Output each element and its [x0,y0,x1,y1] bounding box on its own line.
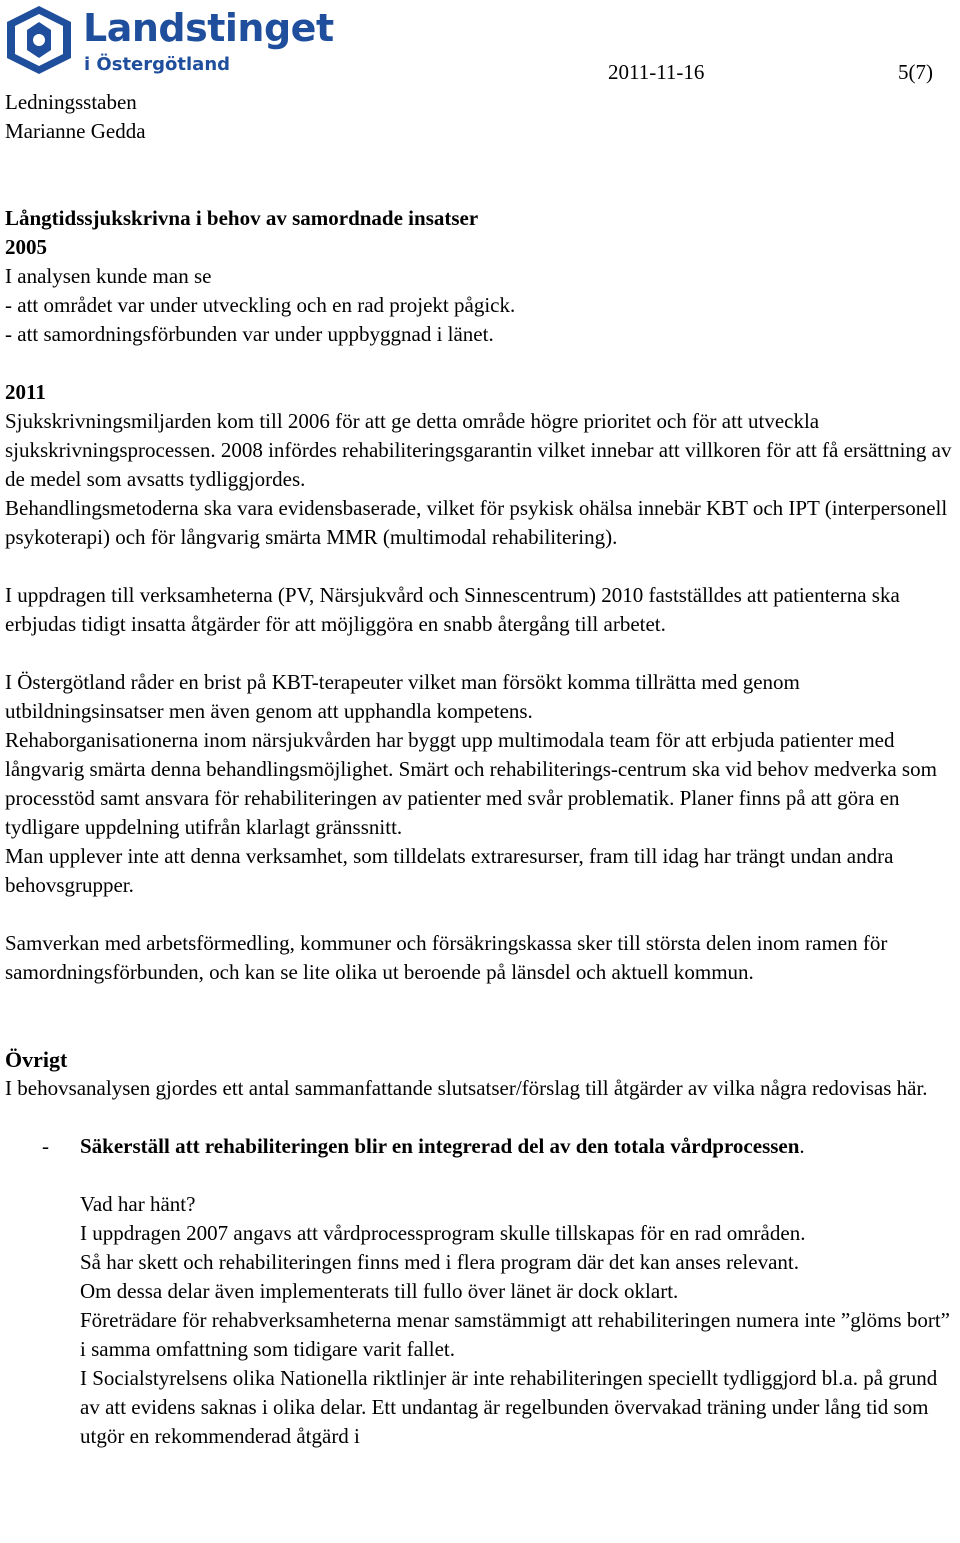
paragraph: I uppdragen till verksamheterna (PV, Närsjukvård och Sinnescentrum) 2010 fastställdes att patienterna ska erbjudas tidigt insatta åtgärder för att möjliggöra en snabb återgång till arbetet. [5,583,900,636]
document-date: 2011-11-16 [608,60,705,84]
paragraph: I uppdragen 2007 angavs att vårdprocessprogram skulle tillskapas för en rad områden. [80,1221,806,1245]
paragraph: Om dessa delar även implementerats till fullo över länet är dock oklart. [80,1279,679,1303]
section-title: Långtidssjukskrivna i behov av samordnade insatser [5,206,479,230]
list-item: - att samordningsförbunden var under uppbyggnad i länet. [5,322,494,346]
logo-subtitle: i Östergötland [84,54,231,75]
logo-emblem-icon [3,4,75,76]
bullet-dash: - [42,1134,49,1158]
question: Vad har hänt? [80,1192,196,1216]
logo-name: Landstinget [83,6,334,50]
landstinget-logo [3,2,334,78]
section-year: 2011 [5,380,46,404]
bullet-period: . [799,1134,805,1158]
paragraph: Man upplever inte att denna verksamhet, som tilldelats extraresurser, fram till idag har trängt undan andra behovsgrupper. [5,844,894,897]
section-year: 2005 [5,235,47,259]
list-item [5,1132,960,1161]
paragraph: I analysen kunde man se [5,264,212,288]
author: Marianne Gedda [5,119,146,143]
paragraph: Behandlingsmetoderna ska vara evidensbaserade, vilket för psykisk ohälsa innebär KBT och IPT (interpersonell psykoterapi) och för långvarig smärta MMR (multimodal rehabilitering). [5,496,948,549]
page-number: 5(7) [898,60,933,84]
document-body [5,204,960,1451]
paragraph: Samverkan med arbetsförmedling, kommuner och försäkringskassa sker till största delen inom ramen för samordningsförbunden, och kan se lite olika ut beroende på länsdel och aktuell kommun. [5,931,888,984]
list-item: - att området var under utveckling och en rad projekt pågick. [5,293,516,317]
section-heading: Övrigt [5,1047,68,1072]
paragraph: I Socialstyrelsens olika Nationella riktlinjer är inte rehabiliteringen speciellt tydliggjord bl.a. på grund av att evidens saknas i olika delar. Ett undantag är regelbunden övervakad träning under lång tid som utgör en rekommenderad åtgärd i [80,1366,938,1448]
paragraph: Företrädare för rehabverksamheterna menar samstämmigt att rehabiliteringen numera inte ”glöms bort” i samma omfattning som tidigare varit fallet. [80,1308,950,1361]
department: Ledningsstaben [5,90,137,114]
paragraph: Sjukskrivningsmiljarden kom till 2006 för att ge detta område högre prioritet och för att utveckla sjukskrivningsprocessen. 2008 infördes rehabiliteringsgarantin vilket innebar att villkoren för att få ersättning av de medel som avsatts tydliggjordes. [5,409,952,491]
paragraph: Rehaborganisationerna inom närsjukvården har byggt upp multimodala team för att erbjuda patienter med långvarig smärta denna behandlingsmöjlighet. Smärt och rehabiliterings-centrum ska vid behov medverka som processtöd samt ansvara för rehabiliteringen av patienter med svår problematik. Planer finns på att göra en tydligare uppdelning utifrån klarlagt gränssnitt. [5,728,937,839]
bullet-text: Säkerställ att rehabiliteringen blir en integrerad del av den totala vårdprocessen [80,1134,800,1158]
paragraph: Så har skett och rehabiliteringen finns med i flera program där det kan anses relevant. [80,1250,799,1274]
paragraph: I Östergötland råder en brist på KBT-terapeuter vilket man försökt komma tillrätta med genom utbildningsinsatser men även genom att upphandla kompetens. [5,670,800,723]
paragraph: I behovsanalysen gjordes ett antal sammanfattande slutsatser/förslag till åtgärder av vilka några redovisas här. [5,1076,928,1100]
